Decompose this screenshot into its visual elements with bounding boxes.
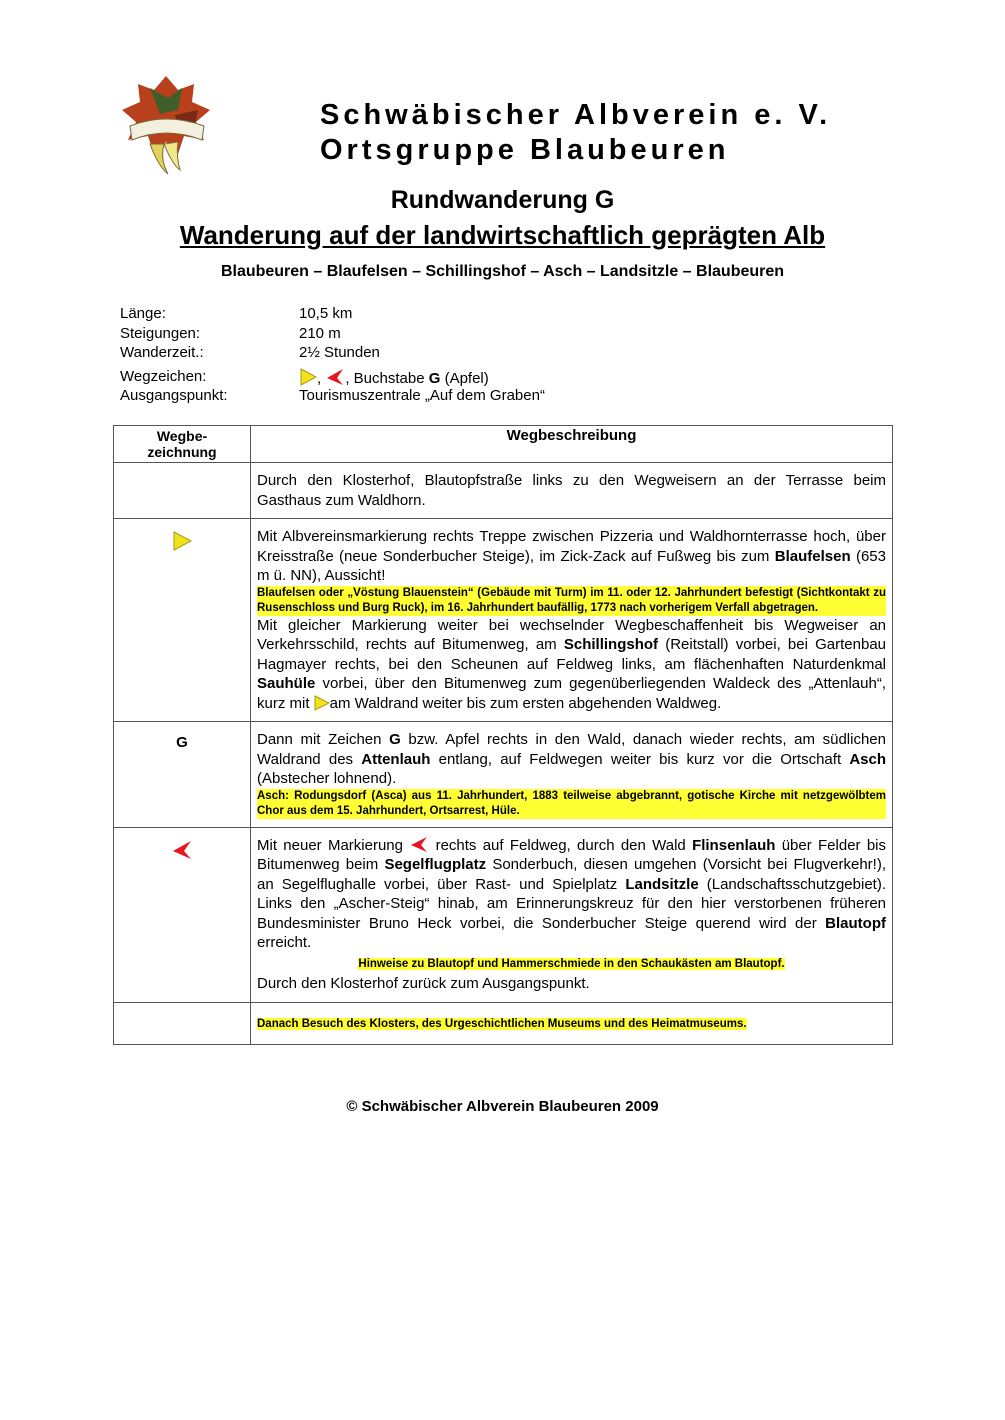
yellow-triangle-icon (314, 695, 330, 711)
row2-highlight: Blaufelsen oder „Vöstung Blauenstein“ (Gebäude mit Turm) im 11. oder 12. Jahrhundert befestigt (Sichtkontakt zu Rusenschloss und Burg Ruck), im 16. Jahrhundert baufällig, 1773 nach vorherigem Verfall abgetragen. (257, 586, 886, 614)
row1-marker (114, 463, 251, 519)
row4-para2: Durch den Klosterhof zurück zum Ausgangspunkt. (257, 975, 590, 992)
row2-text-a: Mit Albvereinsmarkierung rechts Treppe zwischen Pizzeria und Waldhornterrasse hoch, über Kreisstraße (neue Sonderbucher Steige), im Zick-Zack auf Fußweg bis zum (257, 528, 886, 565)
length-label: Länge: (120, 305, 166, 322)
row4-highlight: Hinweise zu Blautopf und Hammerschmiede in den Schaukästen am Blautopf. (358, 957, 785, 970)
org-line-2: Ortsgruppe Blaubeuren (320, 134, 730, 166)
red-chevron-icon (325, 368, 345, 386)
markers-value (299, 368, 489, 387)
red-chevron-icon (409, 836, 429, 853)
row4-highlight-wrap (257, 953, 886, 975)
row4-place-landsitzle: Landsitzle (625, 875, 699, 893)
header-marker-line1: Wegbe- (156, 428, 208, 444)
markers-sep: , (317, 369, 322, 387)
table-row (114, 463, 893, 519)
row2-place-sauhuele: Sauhüle (257, 675, 316, 692)
red-chevron-icon (171, 840, 193, 860)
org-line-1: Schwäbischer Albverein e. V. (320, 99, 832, 131)
row4-marker (114, 827, 251, 1002)
row2-para1 (257, 527, 886, 586)
row2-text-c: (653 m ü. NN), Aussicht! (257, 547, 886, 584)
row3-description (251, 722, 893, 828)
row2-marker (114, 519, 251, 722)
row3-text-g: (Abstecher lohnend). (257, 770, 397, 787)
row3-text-c: bzw. Apfel rechts in den Wald, danach wieder rechts, am südlichen Waldrand des (257, 731, 886, 768)
row2-place-blaufelsen: Blaufelsen (774, 547, 851, 565)
length-value: 10,5 km (299, 305, 353, 322)
row4-text-b: rechts auf Feldweg, durch den Wald (429, 836, 693, 854)
row4-text-h: (Landschaftsschutzgebiet). Links den „Ascher-Steig“ hinab, am Erinnerungskreuz für den hier verstorbenen früheren Bundesminister Bruno Heck vorbei, die Sonderbucher Steige querend wird der (257, 875, 887, 932)
duration-value: 2½ Stunden (299, 344, 380, 361)
row2-p2-f: am Waldrand weiter bis zum ersten abgehenden Waldweg. (329, 694, 722, 712)
row4-place-segelflugplatz: Segelflugplatz (384, 856, 487, 873)
row3-highlight: Asch: Rodungsdorf (Asca) aus 11. Jahrhundert, 1883 teilweise abgebrannt, gotische Kirche mit netzgewölbtem Chor aus dem 15. Jahrhundert, Ortsarrest, Hüle. (257, 789, 886, 817)
table-row (114, 827, 893, 1002)
header-description: Wegbeschreibung (251, 426, 893, 463)
yellow-triangle-icon (172, 531, 192, 551)
row4-place-blautopf: Blautopf (825, 914, 886, 932)
table-row (114, 519, 893, 722)
table-row (114, 1002, 893, 1045)
ascent-value: 210 m (299, 324, 341, 342)
markers-text-pre: , Buchstabe (345, 369, 429, 387)
yellow-triangle-icon (299, 368, 317, 386)
row5-marker (114, 1002, 251, 1045)
markers-letter: G (428, 369, 441, 387)
row4-description (251, 827, 893, 1002)
row3-letter: G (389, 731, 401, 748)
row3-place-attenlauh: Attenlauh (361, 750, 431, 768)
row4-place-flinsenlauh: Flinsenlauh (692, 836, 776, 854)
row3-para1 (257, 730, 886, 789)
row5-highlight: Danach Besuch des Klosters, des Urgeschichtlichen Museums und des Heimatmuseums. (257, 1017, 747, 1030)
table-row (114, 722, 893, 828)
duration-label: Wanderzeit.: (120, 344, 204, 361)
ascent-label: Steigungen: (120, 324, 201, 342)
row2-description (251, 519, 893, 722)
copyright: © Schwäbischer Albverein Blaubeuren 2009 (346, 1098, 659, 1115)
row3-text-e: entlang, auf Feldwegen weiter bis kurz vor die Ortschaft (430, 750, 850, 768)
row2-p2-e: vorbei, über den Bitumenweg zum gegenüberliegenden Waldeck des „Attenlauh“, kurz mit (257, 675, 886, 712)
header-marker-line2: zeichnung (147, 444, 217, 460)
organization-name (320, 98, 831, 168)
row4-text-a: Mit neuer Markierung (257, 836, 410, 854)
markers-text-post: (Apfel) (440, 369, 489, 387)
row4-text-d: über Felder bis Bitumenweg beim (257, 836, 886, 873)
row3-place-asch: Asch (849, 750, 887, 768)
start-value: Tourismuszentrale „Auf dem Graben“ (299, 386, 545, 404)
row2-para2 (257, 616, 886, 714)
row4-text-j: erreicht. (257, 934, 312, 951)
row2-p2-a: Mit gleicher Markierung weiter bei wechselnder Wegbeschaffenheit bis Wegweiser an Verkehrsschild, rechts auf Bitumenweg, am (257, 616, 886, 653)
document-subtitle: Wanderung auf der landwirtschaftlich geprägten Alb (179, 220, 826, 250)
row4-text-f: Sonderbuch, diesen umgehen (Vorsicht bei Flugverkehr!), an Segelflughalle vorbei, über Rast- und Spielplatz (257, 856, 886, 893)
table-header-row (114, 426, 893, 463)
route-summary: Blaubeuren – Blaufelsen – Schillingshof – Asch – Landsitzle – Blaubeuren (220, 263, 785, 280)
start-label: Ausgangspunkt: (120, 386, 228, 404)
row2-p2-c: (Reitstall) vorbei, bei Gartenbau Hagmayer rechts, bei den Scheunen auf Feldweg links, am flächenhaften Naturdenkmal (257, 636, 887, 673)
row3-marker: G (114, 722, 251, 828)
header-marker (114, 426, 251, 463)
row1-description: Durch den Klosterhof, Blautopfstraße links zu den Wegweisern an der Terrasse beim Gasthaus zum Waldhorn. (251, 463, 893, 519)
route-table (113, 425, 893, 1045)
markers-label: Wegzeichen: (120, 367, 207, 385)
row4-para1 (257, 836, 886, 953)
row5-description (251, 1002, 893, 1045)
row2-place-schillingshof: Schillingshof (563, 636, 659, 653)
albverein-logo (120, 70, 212, 178)
row3-text-a: Dann mit Zeichen (257, 731, 390, 748)
document-title: Rundwanderung G (390, 186, 615, 214)
